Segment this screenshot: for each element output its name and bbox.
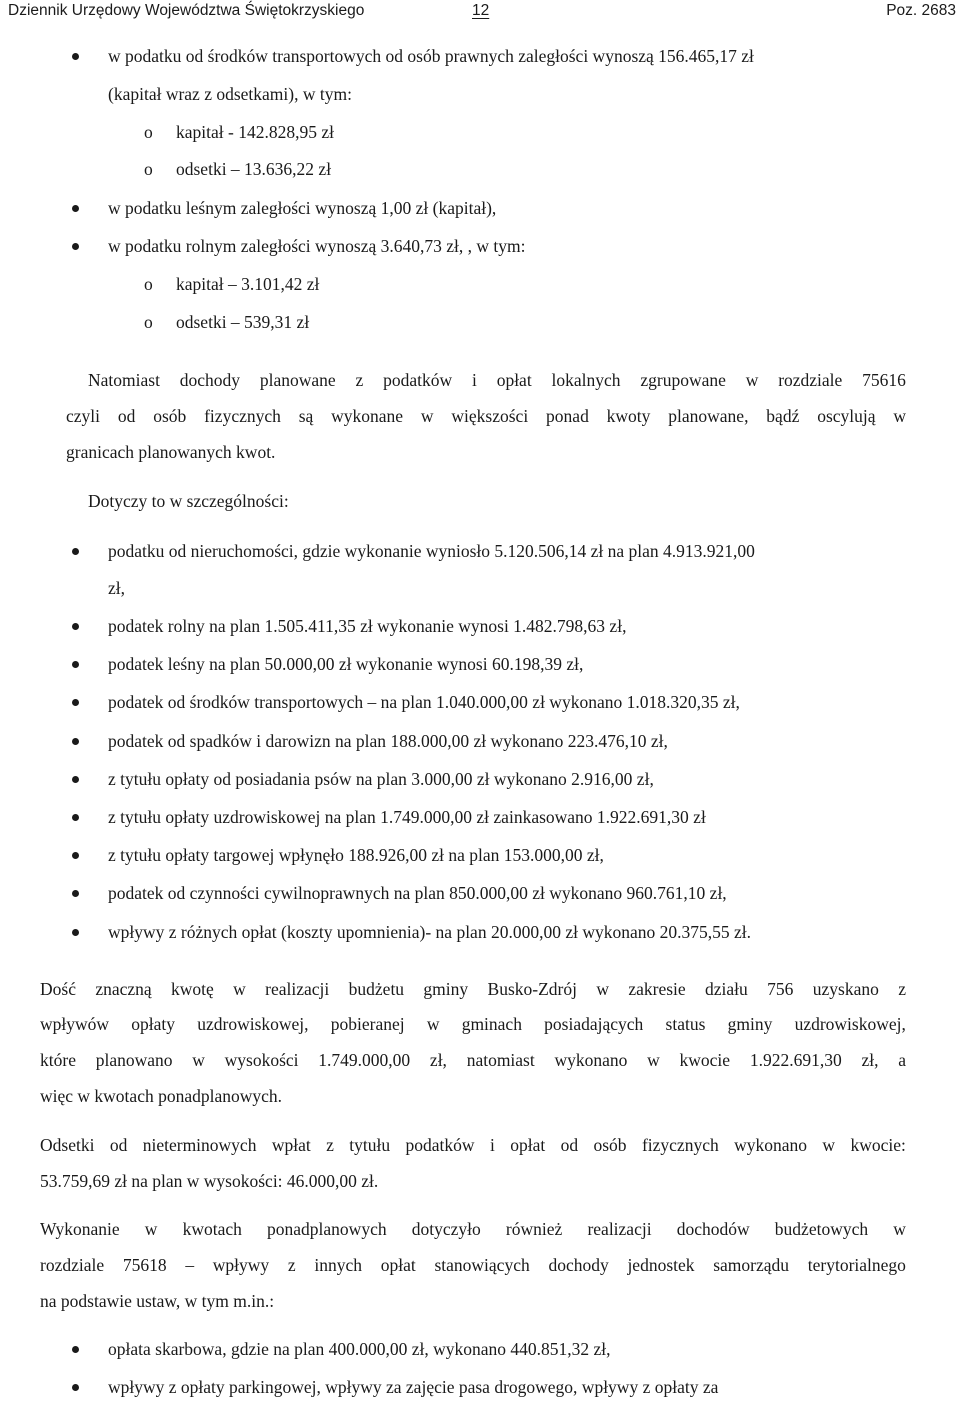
bullet-icon xyxy=(72,243,79,250)
bullet-icon xyxy=(72,738,79,745)
bullet-icon xyxy=(72,852,79,859)
bullet-icon xyxy=(72,890,79,897)
paragraph-intro: Dotyczy to w szczególności: xyxy=(88,491,289,511)
list-item: w podatku leśnym zaległości wynoszą 1,00 zł (kapitał), xyxy=(108,198,497,218)
sub-bullet-icon: o xyxy=(144,312,153,332)
list-item: w podatku od środków transportowych od osób prawnych zaległości wynoszą 156.465,17 zł xyxy=(108,46,754,66)
paragraph-line: Odsetki od nieterminowych wpłat z tytułu podatków i opłat od osób fizycznych wykonano w kwocie: xyxy=(40,1135,906,1155)
list-item: w podatku rolnym zaległości wynoszą 3.640,73 zł, , w tym: xyxy=(108,236,526,256)
list-item: podatek od czynności cywilnoprawnych na plan 850.000,00 zł wykonano 960.761,10 zł, xyxy=(108,883,727,903)
journal-title: Dziennik Urzędowy Województwa Świętokrzyskiego xyxy=(8,2,365,19)
list-item: z tytułu opłaty targowej wpłynęło 188.926,00 zł na plan 153.000,00 zł, xyxy=(108,845,604,865)
paragraph-line: granicach planowanych kwot. xyxy=(66,442,276,462)
paragraph-line: na podstawie ustaw, w tym m.in.: xyxy=(40,1291,275,1311)
list-item-continuation: (kapitał wraz z odsetkami), w tym: xyxy=(108,84,352,104)
list-item: podatek od spadków i darowizn na plan 188.000,00 zł wykonano 223.476,10 zł, xyxy=(108,731,668,751)
paragraph-line: Wykonanie w kwotach ponadplanowych dotyczyło również realizacji dochodów budżetowych w xyxy=(40,1219,906,1239)
bullet-icon xyxy=(72,814,79,821)
paragraph-line: rozdziale 75618 – wpływy z innych opłat stanowiących dochody jednostek samorządu terytorialnego xyxy=(40,1255,906,1275)
list-item: podatek leśny na plan 50.000,00 zł wykonanie wynosi 60.198,39 zł, xyxy=(108,654,584,674)
list-item: z tytułu opłaty od posiadania psów na plan 3.000,00 zł wykonano 2.916,00 zł, xyxy=(108,769,654,789)
list-item: podatek rolny na plan 1.505.411,35 zł wykonanie wynosi 1.482.798,63 zł, xyxy=(108,616,627,636)
sub-list-item: odsetki – 539,31 zł xyxy=(176,312,310,332)
bullet-icon xyxy=(72,623,79,630)
sub-bullet-icon: o xyxy=(144,159,153,179)
paragraph-line: wpływów opłaty uzdrowiskowej, pobieranej w gminach posiadających status gminy uzdrowiskowej, xyxy=(40,1014,906,1034)
paragraph-line: więc w kwotach ponadplanowych. xyxy=(40,1086,283,1106)
page-number: 12 xyxy=(472,2,490,19)
bullet-icon xyxy=(72,205,79,212)
list-item-continuation: zł, xyxy=(108,578,126,598)
page-header xyxy=(8,2,956,24)
list-item: wpływy z różnych opłat (koszty upomnienia)- na plan 20.000,00 zł wykonano 20.375,55 zł. xyxy=(108,922,751,942)
sub-bullet-icon: o xyxy=(144,274,153,294)
bullet-icon xyxy=(72,699,79,706)
bullet-icon xyxy=(72,1346,79,1353)
paragraph-line: które planowano w wysokości 1.749.000,00 zł, natomiast wykonano w kwocie 1.922.691,30 zł, a xyxy=(40,1050,906,1070)
paragraph-line: czyli od osób fizycznych są wykonane w większości ponad kwoty planowane, bądź oscylują w xyxy=(66,406,906,426)
list-item: podatek od środków transportowych – na plan 1.040.000,00 zł wykonano 1.018.320,35 zł, xyxy=(108,692,740,712)
position-number: Poz. 2683 xyxy=(886,2,956,19)
sub-list-item: odsetki – 13.636,22 zł xyxy=(176,159,332,179)
bullet-icon xyxy=(72,776,79,783)
sub-list-item: kapitał – 3.101,42 zł xyxy=(176,274,320,294)
bullet-icon xyxy=(72,548,79,555)
sub-list-item: kapitał - 142.828,95 zł xyxy=(176,122,334,142)
list-item: opłata skarbowa, gdzie na plan 400.000,00 zł, wykonano 440.851,32 zł, xyxy=(108,1339,611,1359)
list-item: podatku od nieruchomości, gdzie wykonanie wyniosło 5.120.506,14 zł na plan 4.913.921,00 xyxy=(108,541,755,561)
paragraph-line: Dość znaczną kwotę w realizacji budżetu gminy Busko-Zdrój w zakresie działu 756 uzyskano z xyxy=(40,979,906,999)
list-item: wpływy z opłaty parkingowej, wpływy za zajęcie pasa drogowego, wpływy z opłaty za xyxy=(108,1377,719,1397)
bullet-icon xyxy=(72,929,79,936)
bullet-icon xyxy=(72,1384,79,1391)
sub-bullet-icon: o xyxy=(144,122,153,142)
paragraph-line: Natomiast dochody planowane z podatków i opłat lokalnych zgrupowane w rozdziale 75616 xyxy=(88,370,906,390)
bullet-icon xyxy=(72,53,79,60)
paragraph-line: 53.759,69 zł na plan w wysokości: 46.000,00 zł. xyxy=(40,1171,379,1191)
bullet-icon xyxy=(72,661,79,668)
list-item: z tytułu opłaty uzdrowiskowej na plan 1.749.000,00 zł zainkasowano 1.922.691,30 zł xyxy=(108,807,706,827)
